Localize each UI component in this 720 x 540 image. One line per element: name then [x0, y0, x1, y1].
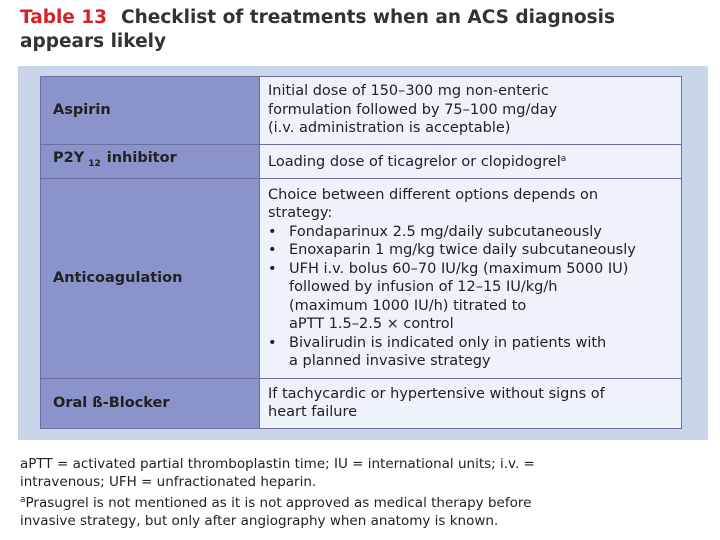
list-item — [268, 241, 673, 260]
label-p2y: P2Y — [53, 150, 85, 167]
text-line: formulation followed by 75–100 mg/day — [268, 101, 558, 118]
footnote-line — [20, 491, 700, 512]
table-row-anticoagulation — [41, 179, 682, 379]
label-subscript: 12 — [88, 159, 101, 170]
text-line: aPTT 1.5–2.5 × control — [289, 316, 454, 332]
table-row-blocker — [41, 379, 682, 429]
row-text-blocker — [260, 379, 682, 429]
text-line: a planned invasive strategy — [289, 353, 491, 369]
label-inhibitor: inhibitor — [106, 150, 177, 167]
row-label-p2y12 — [41, 145, 260, 179]
footnote-marker: a — [20, 495, 26, 505]
abbreviation-line: intravenous; UFH = unfractionated heparin. — [20, 474, 317, 490]
table-caption: Checklist of treatments when an ACS diagnosis appears likely — [20, 7, 615, 52]
treatment-checklist-table — [40, 76, 682, 429]
bullet-icon: • — [268, 260, 277, 277]
text-line: UFH i.v. bolus 60–70 IU/kg (maximum 5000 IU) — [289, 260, 629, 277]
table-number: Table 13 — [20, 7, 108, 28]
row-text-aspirin — [260, 77, 682, 145]
bullet-icon: • — [268, 223, 277, 240]
row-text-anticoagulation — [260, 179, 682, 379]
table-title — [20, 6, 700, 54]
footnote-text: Prasugrel is not mentioned as it is not approved as medical therapy before — [25, 495, 532, 511]
bullet-icon: • — [268, 242, 277, 258]
row-text-p2y12 — [260, 145, 682, 179]
row-label-aspirin: Aspirin — [41, 77, 260, 145]
footnote-line: invasive strategy, but only after angiography when anatomy is known. — [20, 513, 499, 529]
table-row-p2y12 — [41, 145, 682, 179]
text-line: Choice between different options depends on — [268, 186, 599, 203]
list-item — [268, 260, 673, 334]
row-label-anticoagulation: Anticoagulation — [41, 179, 260, 379]
text-line: followed by infusion of 12–15 IU/kg/h — [289, 279, 558, 295]
text-line: If tachycardic or hypertensive without signs of — [268, 385, 605, 402]
table-row-aspirin — [41, 77, 682, 145]
abbreviation-line: aPTT = activated partial thromboplastin time; IU = international units; i.v. = — [20, 456, 535, 472]
text-line: (maximum 1000 IU/h) titrated to — [289, 297, 527, 314]
text-line: Enoxaparin 1 mg/kg twice daily subcutaneously — [289, 242, 636, 258]
bullet-icon: • — [268, 334, 277, 351]
text-line: (i.v. administration is acceptable) — [268, 120, 511, 137]
list-item — [268, 223, 673, 242]
text-line: strategy: — [268, 205, 333, 221]
list-item — [268, 334, 673, 371]
table-footnotes — [20, 455, 700, 530]
option-list — [268, 223, 673, 371]
text-line: Initial dose of 150–300 mg non-enteric — [268, 83, 549, 100]
text-line: heart failure — [268, 404, 358, 420]
text-line: Bivalirudin is indicated only in patients with — [289, 334, 607, 351]
text-line: Fondaparinux 2.5 mg/daily subcutaneously — [289, 223, 602, 240]
text-line: Loading dose of ticagrelor or clopidogrel — [268, 154, 561, 171]
footnote-marker: a — [560, 154, 567, 165]
row-label-blocker: Oral ß-Blocker — [41, 379, 260, 429]
